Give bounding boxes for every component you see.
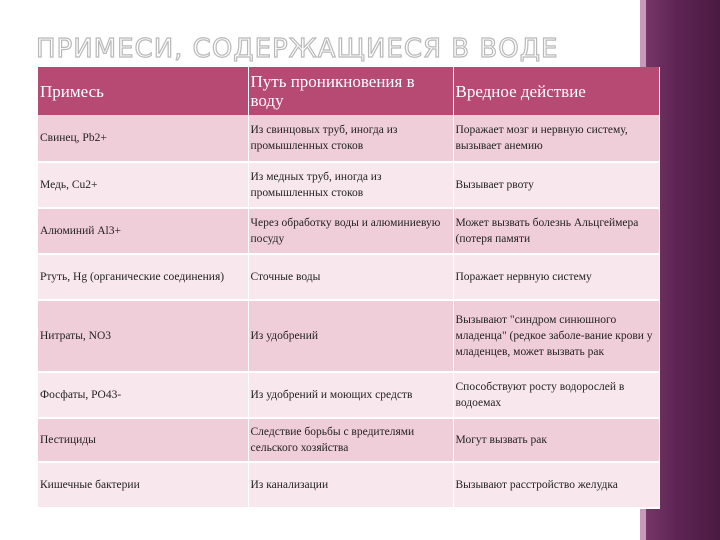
table-header-row	[38, 67, 659, 115]
cell-path: Из удобрений	[248, 300, 453, 372]
table-row	[38, 300, 659, 372]
cell-path: Следствие борьбы с вредителями сельского хозяйства	[248, 418, 453, 462]
slide-title: ПРИМЕСИ, СОДЕРЖАЩИЕСЯ В ВОДЕ	[36, 34, 559, 64]
cell-harm: Вызывают расстройство желудка	[453, 462, 659, 508]
cell-impurity: Кишечные бактерии	[38, 462, 248, 508]
cell-harm: Поражает нервную систему	[453, 254, 659, 300]
cell-harm: Поражает мозг и нервную систему, вызывает анемию	[453, 115, 659, 162]
table-row	[38, 418, 659, 462]
table-row	[38, 208, 659, 254]
cell-harm: Способствуют росту водорослей в водоемах	[453, 372, 659, 418]
cell-harm: Могут вызвать рак	[453, 418, 659, 462]
cell-path: Из медных труб, иногда из промышленных стоков	[248, 162, 453, 208]
table-row	[38, 462, 659, 508]
header-harm: Вредное действие	[453, 67, 659, 115]
table-row	[38, 162, 659, 208]
cell-impurity: Свинец, Pb2+	[38, 115, 248, 162]
cell-path: Через обработку воды и алюминиевую посуду	[248, 208, 453, 254]
cell-harm: Может вызвать болезнь Альцгеймера (потеря памяти	[453, 208, 659, 254]
cell-impurity: Медь, Cu2+	[38, 162, 248, 208]
table-row	[38, 115, 659, 162]
cell-path: Сточные воды	[248, 254, 453, 300]
header-impurity: Примесь	[38, 67, 248, 115]
cell-impurity: Ртуть, Hg (органические соединения)	[38, 254, 248, 300]
cell-harm: Вызывает рвоту	[453, 162, 659, 208]
cell-path: Из свинцовых труб, иногда из промышленных стоков	[248, 115, 453, 162]
cell-harm: Вызывают "синдром синюшного младенца" (редкое заболе-вание крови у младенцев, может вызвать рак	[453, 300, 659, 372]
cell-impurity: Нитраты, NO3	[38, 300, 248, 372]
cell-impurity: Пестициды	[38, 418, 248, 462]
impurities-table	[38, 67, 660, 509]
cell-impurity: Фосфаты, PO43-	[38, 372, 248, 418]
table-row	[38, 372, 659, 418]
cell-impurity: Алюминий Al3+	[38, 208, 248, 254]
header-path: Путь проникновения в воду	[248, 67, 453, 115]
cell-path: Из удобрений и моющих средств	[248, 372, 453, 418]
cell-path: Из канализации	[248, 462, 453, 508]
table-row	[38, 254, 659, 300]
